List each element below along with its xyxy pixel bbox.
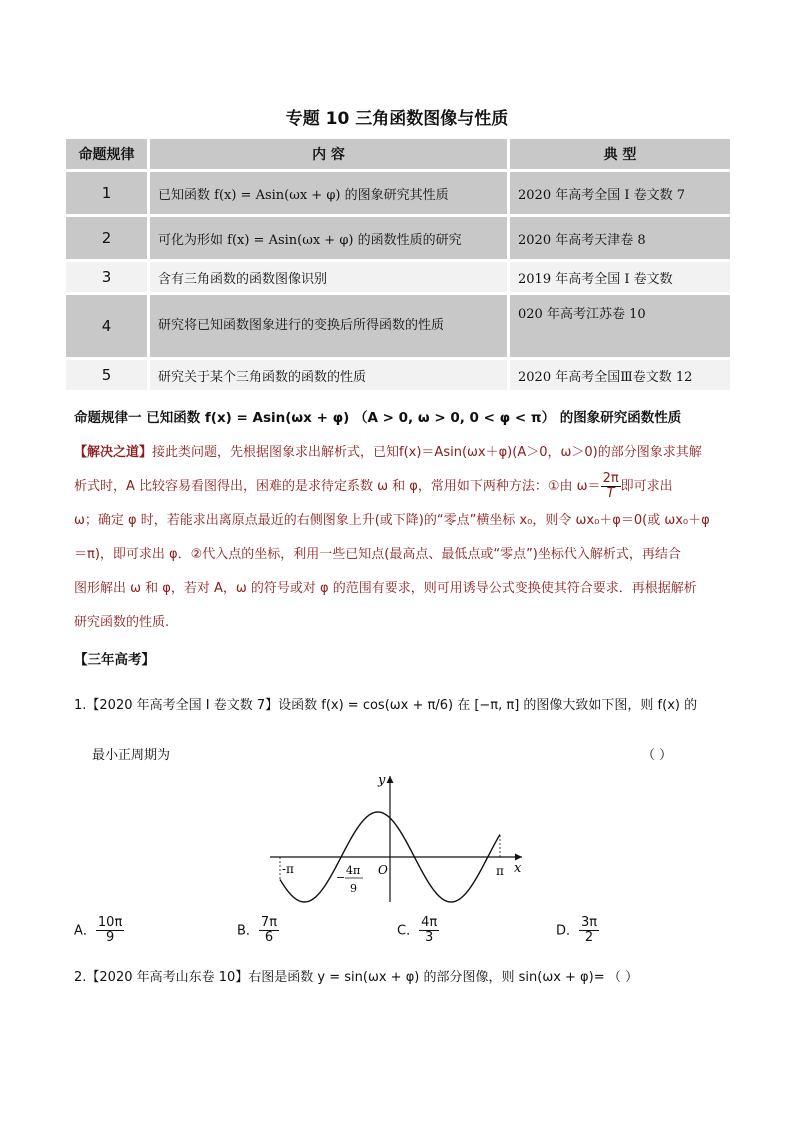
method-paragraph	[74, 436, 734, 640]
fraction-numerator: 3π	[581, 915, 598, 930]
method-line-5: 图形解出 ω 和 φ，若对 A，ω 的符号或对 φ 的范围有要求，则可用诱导公式变换使其符合要求．再根据解析	[74, 581, 697, 596]
method-line-4: ＝π)，即可求出 φ．②代入点的坐标，利用一些已知点(最高点、最低点或“零点”)坐标代入解析式，再结合	[74, 547, 681, 562]
row-example: 2019 年高考全国 Ⅰ 卷文数	[507, 262, 730, 292]
fraction-2pi-over-t	[601, 472, 621, 502]
fraction-numerator: 2π	[602, 470, 619, 486]
table-header-content: 内 容	[147, 139, 507, 169]
question-2-text: 2.【2020 年高考山东卷 10】右图是函数 y = sin(ωx + φ) 的部分图像，则 sin(ωx + φ)=	[74, 970, 605, 985]
option-letter: D．	[556, 923, 580, 939]
row-example: 2020 年高考全国Ⅲ卷文数 12	[507, 360, 730, 390]
three-years-heading: 【三年高考】	[74, 652, 155, 668]
x-axis-label: x	[514, 861, 522, 876]
fraction-denominator: 3	[424, 930, 434, 946]
table-row	[66, 217, 730, 259]
origin-label: O	[378, 863, 388, 877]
option-b[interactable]	[237, 916, 279, 946]
question-2-answer-paren: （ ）	[608, 970, 639, 985]
table-row	[66, 262, 730, 292]
row-content: 含有三角函数的函数图像识别	[147, 262, 507, 292]
rules-table	[66, 136, 730, 393]
question-1-text: 1.【2020 年高考全国 I 卷文数 7】设函数 f(x) = cos(ωx + π/6) 在 [−π, π] 的图像大致如下图，则 f(x) 的	[74, 698, 698, 713]
fraction-denominator: 9	[105, 930, 115, 946]
mark-sign: −	[336, 871, 346, 884]
method-text: 析式时，A 比较容易看图得出，困难的是求待定系数 ω 和 φ，常用如下两种方法：①由 ω＝	[74, 479, 601, 494]
option-letter: A．	[74, 923, 96, 939]
row-example: 2020 年高考天津卷 8	[507, 217, 730, 259]
method-line-2	[74, 470, 734, 504]
fraction-numerator: 10π	[97, 915, 123, 930]
fraction-denominator: T	[606, 486, 615, 501]
cosine-graph	[260, 770, 532, 906]
method-label: 【解决之道】	[74, 445, 153, 460]
row-content: 研究关于某个三角函数的函数的性质	[147, 360, 507, 390]
method-line-1	[74, 436, 734, 470]
mark-numerator: 4π	[346, 864, 361, 877]
table-header-example: 典 型	[507, 139, 730, 169]
option-letter: C．	[397, 923, 420, 939]
option-fraction	[259, 916, 279, 946]
method-line-6: 研究函数的性质.	[74, 615, 170, 630]
option-a[interactable]	[74, 916, 124, 946]
row-number: 3	[66, 262, 147, 292]
row-number: 2	[66, 217, 147, 259]
option-fraction	[579, 916, 599, 946]
fraction-denominator: 6	[264, 930, 274, 946]
neg-pi-label: -π	[282, 862, 294, 876]
option-fraction	[96, 916, 124, 946]
option-c[interactable]	[397, 916, 439, 946]
method-text: 接此类问题，先根据图象求出解析式，已知f(x)＝Asin(ωx＋φ)(A＞0，ω＞0)的部分图象求其解	[152, 445, 702, 460]
fraction-numerator: 4π	[421, 915, 438, 930]
row-example: 2020 年高考全国 Ⅰ 卷文数 7	[507, 172, 730, 214]
page-title: 专题 10 三角函数图像与性质	[285, 109, 509, 129]
question-1-answer-paren: （ ）	[642, 748, 673, 763]
fraction-numerator: 7π	[260, 915, 278, 930]
fraction-denominator: 2	[584, 930, 594, 946]
row-content: 已知函数 f(x) = Asin(ωx + φ) 的图象研究其性质	[147, 172, 507, 214]
row-number: 1	[66, 172, 147, 214]
row-example: 020 年高考江苏卷 10	[507, 295, 730, 357]
table-row	[66, 172, 730, 214]
table-header-rule: 命题规律	[66, 139, 147, 169]
table-row	[66, 360, 730, 390]
method-text: 即可求出	[620, 479, 673, 494]
row-number: 5	[66, 360, 147, 390]
rule-one-heading: 命题规律一 已知函数 f(x) = Asin(ωx + φ) （A > 0, ω > 0, 0 < φ < π） 的图象研究函数性质	[74, 410, 682, 426]
row-content: 可化为形如 f(x) = Asin(ωx + φ) 的函数性质的研究	[147, 217, 507, 259]
y-axis-label: y	[378, 773, 386, 788]
option-fraction	[419, 916, 439, 946]
question-1-line-2: 最小正周期为	[92, 748, 171, 763]
pi-label: π	[496, 864, 504, 878]
method-line-3: ω；确定 φ 时，若能求出离原点最近的右侧图象上升(或下降)的“零点”横坐标 x₀，则令 ωx₀＋φ＝0(或 ωx₀＋φ	[74, 513, 710, 528]
option-d[interactable]	[556, 916, 599, 946]
table-row	[66, 295, 730, 357]
option-letter: B．	[237, 923, 259, 939]
row-content: 研究将已知函数图象进行的变换后所得函数的性质	[147, 295, 507, 357]
mark-denominator: 9	[350, 882, 357, 895]
table-header-row	[66, 139, 730, 169]
row-number: 4	[66, 295, 147, 357]
